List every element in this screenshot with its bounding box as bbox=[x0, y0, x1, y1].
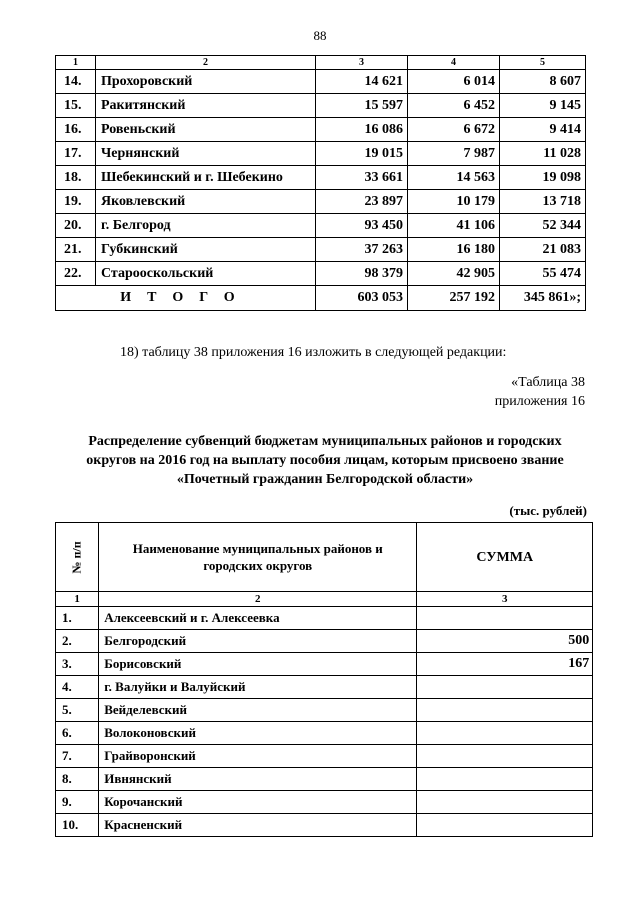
row-number: 6. bbox=[56, 722, 99, 745]
col-header: 2 bbox=[99, 592, 417, 607]
value-col4: 6 014 bbox=[408, 70, 500, 94]
district-name: Губкинский bbox=[96, 238, 316, 262]
value-col4: 10 179 bbox=[408, 190, 500, 214]
sum-value bbox=[417, 791, 593, 814]
header-name: Наименование муниципальных районов и городских округов bbox=[99, 523, 417, 592]
district-name: Ивнянский bbox=[99, 768, 417, 791]
value-col3: 93 450 bbox=[316, 214, 408, 238]
value-col5: 21 083 bbox=[500, 238, 586, 262]
total-col5: 345 861»; bbox=[500, 286, 586, 311]
table-row bbox=[56, 238, 586, 262]
amendment-text: 18) таблицу 38 приложения 16 изложить в следующей редакции: bbox=[120, 345, 507, 360]
row-number: 14. bbox=[56, 70, 96, 94]
value-col5: 9 145 bbox=[500, 94, 586, 118]
table-row bbox=[56, 214, 586, 238]
district-name: г. Белгород bbox=[96, 214, 316, 238]
district-name: Волоконовский bbox=[99, 722, 417, 745]
table-row bbox=[56, 630, 593, 653]
row-number: 3. bbox=[56, 653, 99, 676]
value-col3: 19 015 bbox=[316, 142, 408, 166]
header-sum: СУММА bbox=[417, 523, 593, 592]
row-number: 1. bbox=[56, 607, 99, 630]
value-col3: 33 661 bbox=[316, 166, 408, 190]
col-header: 3 bbox=[417, 592, 593, 607]
value-col4: 7 987 bbox=[408, 142, 500, 166]
value-col3: 37 263 bbox=[316, 238, 408, 262]
table-row bbox=[56, 118, 586, 142]
header-number: № п/п bbox=[69, 541, 84, 574]
row-number: 10. bbox=[56, 814, 99, 837]
table-row bbox=[56, 722, 593, 745]
value-col5: 11 028 bbox=[500, 142, 586, 166]
value-col5: 13 718 bbox=[500, 190, 586, 214]
subventions-table bbox=[55, 522, 593, 837]
header-number-cell bbox=[56, 523, 99, 592]
district-name: Прохоровский bbox=[96, 70, 316, 94]
district-name: Борисовский bbox=[99, 653, 417, 676]
table-row bbox=[56, 70, 586, 94]
district-name: Шебекинский и г. Шебекино bbox=[96, 166, 316, 190]
sum-value bbox=[417, 814, 593, 837]
district-name: Чернянский bbox=[96, 142, 316, 166]
column-number-row bbox=[56, 592, 593, 607]
table-row bbox=[56, 699, 593, 722]
col-header: 4 bbox=[408, 56, 500, 70]
col-header: 5 bbox=[500, 56, 586, 70]
total-label: ИТОГО bbox=[56, 286, 316, 311]
row-number: 5. bbox=[56, 699, 99, 722]
value-col4: 42 905 bbox=[408, 262, 500, 286]
table-row bbox=[56, 791, 593, 814]
heading-line1: Распределение субвенций бюджетам муниципальных районов и городских bbox=[88, 434, 562, 449]
value-col3: 23 897 bbox=[316, 190, 408, 214]
row-number: 9. bbox=[56, 791, 99, 814]
row-number: 16. bbox=[56, 118, 96, 142]
table-row bbox=[56, 190, 586, 214]
table-row bbox=[56, 653, 593, 676]
value-col4: 14 563 bbox=[408, 166, 500, 190]
row-number: 20. bbox=[56, 214, 96, 238]
table-heading bbox=[60, 432, 590, 489]
district-name: Старооскольский bbox=[96, 262, 316, 286]
district-name: Красненский bbox=[99, 814, 417, 837]
sum-value bbox=[417, 676, 593, 699]
row-number: 22. bbox=[56, 262, 96, 286]
table-caption bbox=[495, 373, 585, 411]
heading-line3: «Почетный гражданин Белгородской области» bbox=[176, 472, 474, 487]
district-name: Вейделевский bbox=[99, 699, 417, 722]
row-number: 21. bbox=[56, 238, 96, 262]
district-name: г. Валуйки и Валуйский bbox=[99, 676, 417, 699]
district-name: Алексеевский и г. Алексеевка bbox=[99, 607, 417, 630]
sum-value bbox=[417, 607, 593, 630]
sum-value bbox=[417, 699, 593, 722]
table-row bbox=[56, 607, 593, 630]
total-col3: 603 053 bbox=[316, 286, 408, 311]
value-col4: 6 672 bbox=[408, 118, 500, 142]
district-name: Яковлевский bbox=[96, 190, 316, 214]
sum-value: 500 bbox=[417, 630, 593, 653]
total-col4: 257 192 bbox=[408, 286, 500, 311]
col-header: 1 bbox=[56, 56, 96, 70]
table-caption-line1: «Таблица 38 bbox=[511, 375, 585, 390]
row-number: 7. bbox=[56, 745, 99, 768]
sum-value bbox=[417, 768, 593, 791]
sum-value bbox=[417, 745, 593, 768]
value-col3: 98 379 bbox=[316, 262, 408, 286]
row-number: 2. bbox=[56, 630, 99, 653]
row-number: 17. bbox=[56, 142, 96, 166]
table-row bbox=[56, 814, 593, 837]
value-col5: 19 098 bbox=[500, 166, 586, 190]
district-name: Грайворонский bbox=[99, 745, 417, 768]
value-col3: 14 621 bbox=[316, 70, 408, 94]
page-number: 88 bbox=[313, 28, 327, 43]
table-row bbox=[56, 142, 586, 166]
value-col5: 52 344 bbox=[500, 214, 586, 238]
col-header: 3 bbox=[316, 56, 408, 70]
table-row bbox=[56, 768, 593, 791]
value-col4: 6 452 bbox=[408, 94, 500, 118]
value-col3: 16 086 bbox=[316, 118, 408, 142]
row-number: 19. bbox=[56, 190, 96, 214]
value-col4: 16 180 bbox=[408, 238, 500, 262]
table-row bbox=[56, 676, 593, 699]
column-number-row bbox=[56, 56, 586, 70]
col-header: 2 bbox=[96, 56, 316, 70]
table-row bbox=[56, 262, 586, 286]
district-name: Ровеньский bbox=[96, 118, 316, 142]
row-number: 18. bbox=[56, 166, 96, 190]
value-col3: 15 597 bbox=[316, 94, 408, 118]
table-caption-line2: приложения 16 bbox=[494, 394, 585, 409]
sum-value: 167 bbox=[417, 653, 593, 676]
table-header-row bbox=[56, 523, 593, 592]
table-row bbox=[56, 166, 586, 190]
value-col5: 8 607 bbox=[500, 70, 586, 94]
heading-line2: округов на 2016 год на выплату пособия лицам, которым присвоено звание bbox=[86, 453, 564, 468]
table-row bbox=[56, 745, 593, 768]
row-number: 8. bbox=[56, 768, 99, 791]
total-row bbox=[56, 286, 586, 311]
value-col5: 9 414 bbox=[500, 118, 586, 142]
row-number: 15. bbox=[56, 94, 96, 118]
table-row bbox=[56, 94, 586, 118]
units-label: (тыс. рублей) bbox=[509, 503, 587, 518]
district-name: Ракитянский bbox=[96, 94, 316, 118]
value-col4: 41 106 bbox=[408, 214, 500, 238]
sum-value bbox=[417, 722, 593, 745]
row-number: 4. bbox=[56, 676, 99, 699]
district-name: Корочанский bbox=[99, 791, 417, 814]
districts-table-continued bbox=[55, 55, 586, 311]
value-col5: 55 474 bbox=[500, 262, 586, 286]
district-name: Белгородский bbox=[99, 630, 417, 653]
col-header: 1 bbox=[56, 592, 99, 607]
